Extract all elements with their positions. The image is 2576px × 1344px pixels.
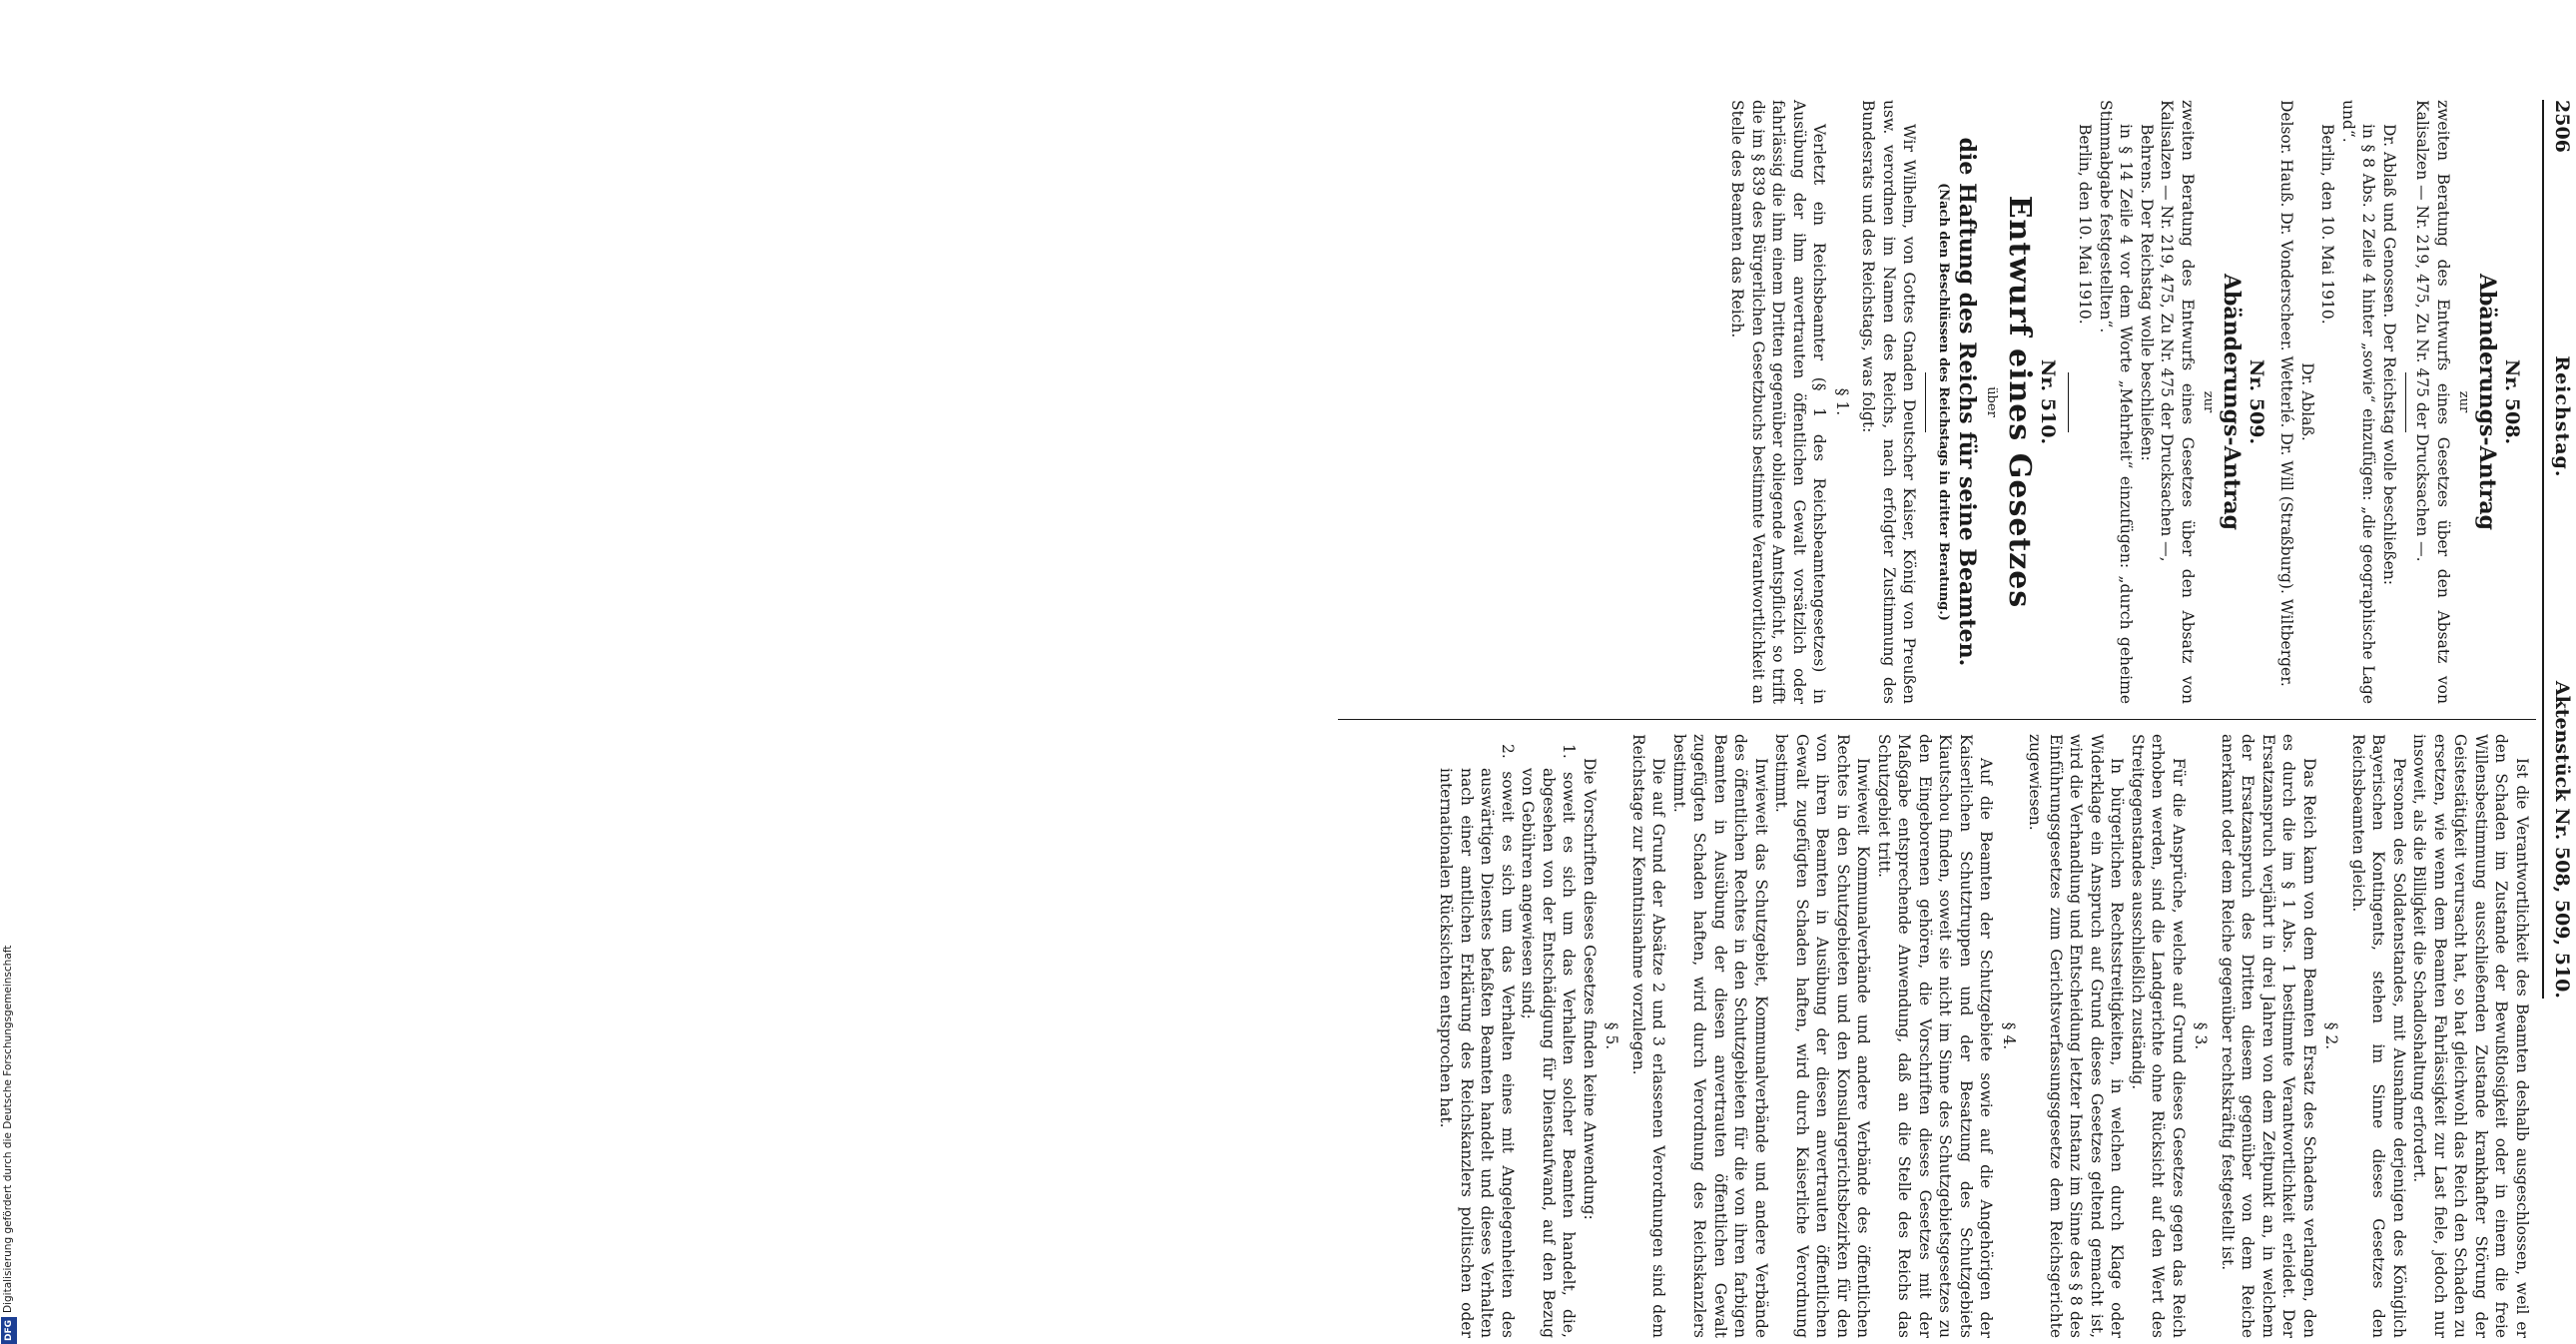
section-3-text-2: In bürgerlichen Rechtsstreitigkeiten, in welchen durch Klage oder Widerklage ein Anspruch auf Grund dieses Gesetzes geltend gemacht ist, wird die Verhandlung und Entscheidung letzter Instanz im Sinne des § 8 des Einführungsgesetzes zum Gerichtsverfassungsgesetze dem Reichsgerichte zugewiesen. [2026, 734, 2127, 1338]
doc-509-amendment: in § 14 Zeile 4 vor dem Worte „Mehrheit“ einzufügen: „durch geheime Stimmabgabe festgestellten“. [2097, 100, 2136, 704]
separator [1926, 372, 1927, 432]
right-column [1436, 734, 2532, 1338]
separator [2068, 372, 2069, 432]
digitization-note [0, 355, 16, 1344]
paragraph-2: Personen des Soldatenstandes, mit Ausnahme derjenigen des Königlich Bayerischen Kontingents, stehen im Sinne dieses Gesetzes den Reichsbeamten gleich. [2349, 734, 2408, 1338]
doc-508-intro: zweiten Beratung des Entwurfs eines Gesetzes über den Absatz von Kalisalzen — Nr. 219, 475, Zu Nr. 475 der Drucksachen —. [2413, 100, 2452, 704]
publication-name: Reichstag. [2551, 355, 2573, 478]
doc-510-note: (Nach den Beschlüssen des Reichstags in dritter Beratung.) [1936, 183, 1951, 621]
page-content [1338, 100, 2576, 1338]
page-header [2548, 100, 2576, 999]
section-5-label: § 5. [1603, 1021, 1621, 1050]
doc-508-supporters: Delsor. Hauß. Dr. Vonderscheer. Wetterlé. Dr. Will (Straßburg). Wiltberger. [2277, 100, 2296, 687]
doc-508-zur: zur [2456, 390, 2472, 413]
section-4-text-3: Inwieweit das Schutzgebiet, Kommunalverbände und andere Verbände des öffentlichen Rechtes in den Schutzgebieten für die von ihren farbigen Beamten in Ausübung der diesen anvertrauten öffentlichen Gewalt zugefügten Schaden haften, wird durch Verordnung des Reichskanzlers bestimmt. [1670, 734, 1770, 1338]
left-column [1727, 100, 2532, 704]
section-5-item-1: 1. soweit es sich um das Verhalten solcher Beamten handelt, die, abgesehen von der Entschädigung für Dienstaufwand, auf den Bezug von Gebühren angewiesen sind; [1519, 744, 1579, 1338]
doc-508-title: Abänderungs-Antrag [2474, 273, 2501, 531]
doc-510-title: Entwurf eines Gesetzes [2002, 195, 2038, 609]
doc-510-preamble: Wir Wilhelm, von Gottes Gnaden Deutscher Kaiser, König von Preußen usw. verordnen im Namen des Reichs, nach erfolgter Zustimmung des Bundesrats und des Reichstags, was folgt: [1859, 100, 1919, 704]
section-2-label: § 2. [2322, 1021, 2341, 1050]
section-3-label: § 3. [2192, 1021, 2211, 1050]
section-2-text: Das Reich kann von dem Beamten Ersatz des Schadens verlangen, den es durch die im § 1 Abs. 1 bestimmte Verantwortlichkeit erleidet. Der Ersatzanspruch verjährt in drei Jahren von dem Zeitpunkt an, in welchem der Ersatzanspruch des Dritten diesem gegenüber von dem Reiche anerkannt oder dem Reiche gegenüber rechtskräftig festgestellt ist. [2219, 734, 2318, 1338]
separator [2405, 372, 2406, 432]
doc-510-subtitle: die Haftung des Reichs für seine Beamten. [1954, 137, 1980, 667]
document-reference: Aktenstück Nr. 508, 509, 510. [2551, 680, 2573, 999]
doc-509-intro: zweiten Beratung des Entwurfs eines Gesetzes über den Absatz von Kalisalzen — Nr. 219, 475, Zu Nr. 475 der Drucksachen —, [2158, 100, 2197, 704]
section-3-text-1: Für die Ansprüche, welche auf Grund dieses Gesetzes gegen das Reich erhoben werden, sind die Landgerichte ohne Rücksicht auf den Wert des Streitgegenstandes ausschließlich zuständig. [2129, 734, 2188, 1338]
section-5-item-2: 2. soweit es sich um das Verhalten eines mit Angelegenheiten des auswärtigen Dienstes befaßten Beamten handelt und dieses Verhalten nach einer amtlichen Erklärung des Reichskanzlers politischen oder internationalen Rücksichten entsprochen hat. [1437, 744, 1517, 1338]
digitization-text: Digitalisierung gefördert durch die Deutsche Forschungsgemeinschaft [2, 945, 14, 1313]
header-rule [2542, 100, 2544, 999]
section-5-intro: Die Vorschriften dieses Gesetzes finden keine Anwendung: [1581, 758, 1599, 1220]
rotated-page [1338, 100, 2576, 1338]
doc-509-title: Abänderungs-Antrag [2219, 273, 2246, 531]
dfg-logo: DFG [1, 1317, 17, 1344]
section-4-text-4: Die auf Grund der Absätze 2 und 3 erlassenen Verordnungen sind dem Reichstage zur Kenntnisnahme vorzulegen. [1629, 734, 1668, 1338]
section-4-label: § 4. [2000, 1021, 2018, 1050]
column-divider [1338, 719, 2536, 720]
page-number: 2506 [2551, 100, 2573, 153]
doc-509-zur: zur [2201, 390, 2217, 413]
doc-509-motion: Behrens. Der Reichstag wolle beschließen: [2138, 124, 2156, 461]
section-4-text-1: Auf die Beamten der Schutzgebiete sowie auf die Angehörigen der Kaiserlichen Schutztruppen und der Besatzung des Schutzgebiets Kiautschou finden, soweit sie nicht im Sinne des Schutzgebietsgesetzes zu den Eingeborenen gehören, die Vorschriften dieses Gesetzes mit der Maßgabe entsprechende Anwendung, daß an die Stelle des Reichs das Schutzgebiet tritt. [1875, 734, 1996, 1338]
section-1-text: Verletzt ein Reichsbeamter (§ 1 des Reichsbeamtengesetzes) in Ausübung der ihm anvertrauten öffentlichen Gewalt vorsätzlich oder fahrlässig die ihm einem Dritten gegenüber obliegende Amtspflicht, so trifft die im § 839 des Bürgerlichen Gesetzbuchs bestimmte Verantwortlichkeit an Stelle des Beamten das Reich. [1728, 100, 1829, 704]
doc-509-date: Berlin, den 10. Mai 1910. [2076, 124, 2095, 325]
doc-508-motion: Dr. Ablaß und Genossen. Der Reichstag wolle beschließen: [2380, 124, 2398, 586]
doc-509-number: Nr. 509. [2246, 358, 2267, 445]
section-1-label: § 1. [1833, 387, 1851, 416]
doc-508-amendment: in § 8 Abs. 2 Zeile 4 hinter „sowie“ einzufügen: „die geographische Lage und“. [2339, 100, 2378, 704]
doc-510-ueber: über [1984, 386, 2000, 417]
doc-508-signatory: Dr. Ablaß. [2298, 362, 2316, 441]
doc-508-date: Berlin, den 10. Mai 1910. [2318, 124, 2337, 325]
doc-508-number: Nr. 508. [2501, 358, 2523, 445]
paragraph-1: Ist die Verantwortlichkeit des Beamten deshalb ausgeschlossen, weil er den Schaden im Zustande der Bewußtlosigkeit oder in einem die freie Willensbestimmung ausschließenden Zustande krankhafter Störung der Geistestätigkeit verursacht hat, so hat gleichwohl das Reich den Schaden zu ersetzen, wie wenn dem Beamten Fahrlässigkeit zur Last fiele, jedoch nur insoweit, als die Billigkeit die Schadloshaltung erfordert. [2410, 734, 2531, 1338]
doc-510-number: Nr. 510. [2037, 358, 2059, 445]
section-4-text-2: Inwieweit Kommunalverbände und andere Verbände des öffentlichen Rechtes in den Schutzgebieten und den Konsulargerichtsbezirken für den von ihren Beamten in Ausübung der diesen anvertrauten öffentlichen Gewalt zugefügten Schaden haften, wird durch Kaiserliche Verordnung bestimmt. [1772, 734, 1873, 1338]
